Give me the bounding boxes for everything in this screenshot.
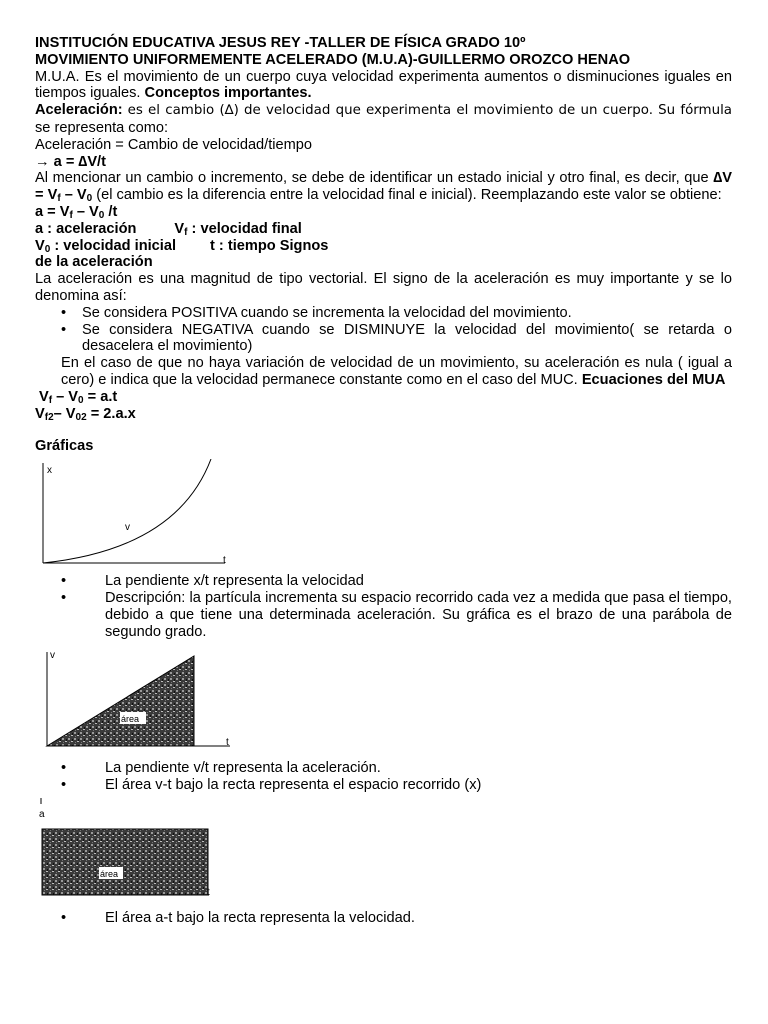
symbols-row-2: $V_0$ : velocidad inicial t : tiempo Signos — [35, 237, 329, 255]
header-line-2: MOVIMIENTO UNIFORMEMENTE ACELERADO (M.U.A)-GUILLERMO OROZCO HENAO — [35, 51, 631, 68]
intro-paragraph: M.U.A. Es el movimiento de un cuerpo cuya velocidad experimenta aumentos o disminuciones iguales en tiempos iguales. Conceptos importantes. — [35, 68, 732, 102]
area-label: área — [100, 868, 119, 879]
signs-paragraph: La aceleración es una magnitud de tipo vectorial. El signo de la aceleración es muy importante y se lo denomina así: — [35, 271, 732, 304]
document-page — [35, 35, 732, 927]
x-axis-label: t — [207, 886, 210, 898]
y-axis-label: v — [50, 650, 55, 662]
area-under-line — [47, 656, 194, 746]
list-item: • La pendiente v/t representa la aceleración. — [61, 760, 381, 777]
slope-label: a — [114, 690, 120, 702]
list-item: • El área a-t bajo la recta representa la velocidad. — [61, 909, 415, 926]
acceleration-time-graph — [37, 796, 237, 908]
area-label: área — [121, 714, 140, 725]
x-axis-label: t — [223, 555, 226, 567]
list-item: • La pendiente x/t representa la velocidad — [61, 573, 364, 590]
concepts-heading: Conceptos importantes. — [144, 85, 312, 102]
curve-label: v — [125, 522, 130, 534]
change-paragraph: Al mencionar un cambio o incremento, se debe de identificar un estado inicial y otro final, es decir, que $\Delta V = V_f - V_0$ (el cambio es la diferencia entre la velocidad final e inicial). Reemplazando este valor se obtiene: — [35, 170, 732, 205]
acceleration-definition: Aceleración: es el cambio (∆) de velocidad que experimenta el movimiento de un cuerpo. Su fórmula se representa como: — [35, 102, 732, 136]
equation-1: $V_f - V_0 = a.t$ — [39, 388, 118, 406]
list-item: • Se considera NEGATIVA cuando se DISMINUYE la velocidad del movimiento( se retarda o desacelera el movimiento) — [61, 321, 732, 355]
header-line-1: INSTITUCIÓN EDUCATIVA JESUS REY -TALLER DE FÍSICA GRADO 10º — [35, 35, 526, 51]
signs-heading: de la aceleración — [35, 254, 153, 271]
position-time-graph — [37, 459, 237, 571]
null-acceleration-paragraph: En el caso de que no haya variación de velocidad de un movimiento, su aceleración es nula ( igual a cero) e indica que la velocidad permanece constante como en el caso del MUC. Ecuaciones del MUA — [61, 355, 732, 388]
acceleration-formula: → a = ∆V/t — [35, 153, 106, 170]
parabola-curve — [43, 459, 211, 563]
acceleration-formula-words: Aceleración = Cambio de velocidad/tiempo — [35, 136, 313, 153]
list-item: • Se considera POSITIVA cuando se incrementa la velocidad del movimiento. — [61, 304, 572, 321]
list-item: • El área v-t bajo la recta representa el espacio recorrido (x) — [61, 777, 482, 794]
equation-2: $V_{f2}-$ $V_{02} = 2.a.x$ — [35, 405, 136, 423]
graficas-heading: Gráficas — [35, 438, 94, 455]
y-axis-label: a — [39, 808, 45, 820]
symbols-row-1: a : aceleración $V_f$ : velocidad final — [35, 220, 302, 238]
area-under-line — [42, 829, 208, 895]
velocity-time-graph — [44, 648, 254, 758]
list-item: • Descripción: la partícula incrementa su espacio recorrido cada vez a medida que pasa el tiempo, debido a que tiene una determinada aceleración. Su gráfica es el brazo de una parábola de segundo grado. — [61, 589, 732, 640]
y-axis-label: x — [47, 465, 52, 477]
acceleration-equation: $a = V_f - V_0$ /t — [35, 203, 118, 221]
x-axis-label: t — [226, 737, 229, 749]
